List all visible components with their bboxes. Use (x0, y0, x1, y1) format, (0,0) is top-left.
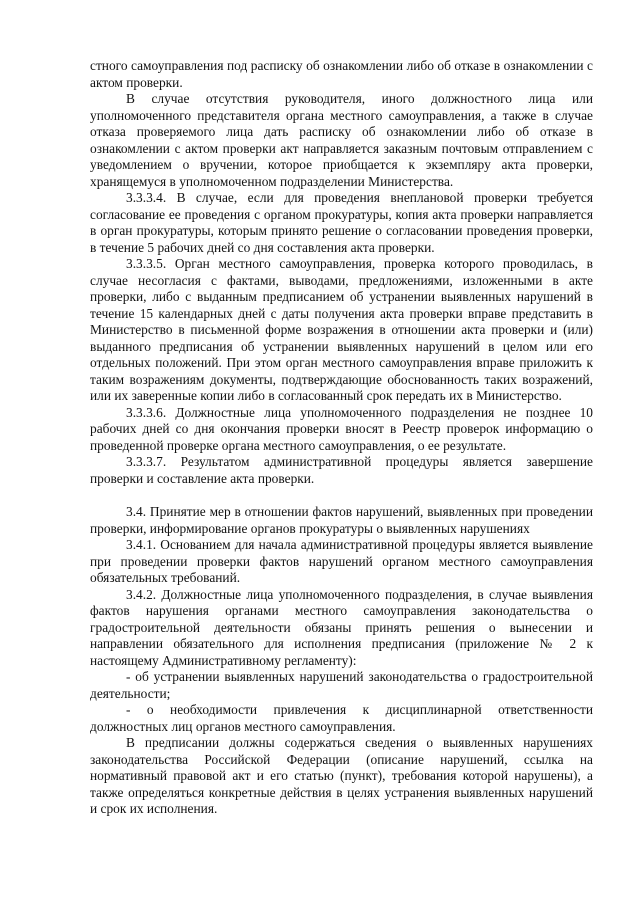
paragraph-3-3-3-7: 3.3.3.7. Результатом административной процедуры является завершение проверки и составление акта проверки. (90, 454, 593, 486)
paragraph-3-4-2: 3.4.2. Должностные лица уполномоченного подразделения, в случае выявления фактов нарушения органами местного самоуправления законодательства о градостроительной деятельности обязаны принять решения о вынесении и направлении обязательного для исполнения предписания (приложение № 2 к настоящему Административному регламенту): (90, 586, 593, 668)
list-item-eliminate-violations: - об устранении выявленных нарушений законодательства о градостроительной деятельности; (90, 669, 593, 701)
paragraph-3-3-3-6: 3.3.3.6. Должностные лица уполномоченного подразделения не позднее 10 рабочих дней со дня окончания проверки вносят в Реестр проверок информацию о проведенной проверке органа местного самоуправления, о ее результате. (90, 404, 593, 453)
paragraph-continuation: стного самоуправления под расписку об ознакомлении либо об отказе в ознакомлении с актом проверки. (90, 58, 593, 90)
paragraph-absence-of-head: В случае отсутствия руководителя, иного должностного лица или уполномоченного представителя органа местного самоуправления, а также в случае отказа проверяемого лица дать расписку об ознакомлении либо об отказе в ознакомлении с актом проверки акт направляется заказным почтовым отправлением с уведомлением о вручении, которое приобщается к экземпляру акта проверки, хранящемуся в уполномоченном подразделении Министерства. (90, 91, 593, 189)
paragraph-3-3-3-4: 3.3.3.4. В случае, если для проведения внеплановой проверки требуется согласование ее проведения с органом прокуратуры, копия акта проверки направляется в орган прокуратуры, которым принято решение о согласовании проведения проверки, в течение 5 рабочих дней со дня составления акта проверки. (90, 190, 593, 255)
paragraph-3-3-3-5: 3.3.3.5. Орган местного самоуправления, проверка которого проводилась, в случае несогласия с фактами, выводами, предложениями, изложенными в акте проверки, либо с выданным предписанием об устранении выявленных нарушений в течение 15 календарных дней с даты получения акта проверки вправе представить в Министерство в письменной форме возражения в отношении акта проверки и (или) выданного предписания об устранении выявленных нарушений в целом или его отдельных положений. При этом орган местного самоуправления вправе приложить к таким возражениям документы, подтверждающие обоснованность таких возражений, или их заверенные копии либо в согласованный срок передать их в Министерство. (90, 256, 593, 403)
paragraph-3-4-1: 3.4.1. Основанием для начала административной процедуры является выявление при проведении проверки фактов нарушений органом местного самоуправления обязательных требований. (90, 537, 593, 585)
section-gap (90, 487, 593, 504)
paragraph-prescription-content: В предписании должны содержаться сведения о выявленных нарушениях законодательства Российской Федерации (описание нарушений, ссылка на нормативный правовой акт и его статью (пункт), требования которой нарушены), а также определяться конкретные действия в целях устранения выявленных нарушений и срок их исполнения. (90, 735, 593, 816)
section-heading-3-4: 3.4. Принятие мер в отношении фактов нарушений, выявленных при проведении проверки, информирование органов прокуратуры о выявленных нарушениях (90, 504, 593, 536)
list-item-disciplinary-liability: - о необходимости привлечения к дисциплинарной ответственности должностных лиц органов местного самоуправления. (90, 702, 593, 734)
